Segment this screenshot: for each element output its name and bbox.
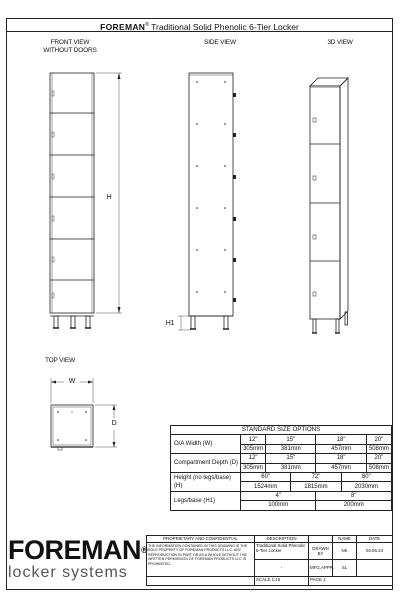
side-view-label: SIDE VIEW: [204, 39, 236, 46]
table-cell: 72": [291, 472, 341, 481]
table-cell: 20": [366, 435, 391, 444]
dimension-w-label: W: [68, 378, 76, 385]
title-trademark: ®: [145, 22, 149, 28]
date-heading: DATE: [357, 536, 393, 543]
3d-view-drawing: [310, 78, 348, 333]
logo-name: FOREMAN: [8, 535, 141, 565]
table-cell: 12": [241, 435, 266, 444]
table-cell: 100mm: [241, 501, 316, 510]
table-cell: 2030mm: [341, 482, 391, 491]
side-view-drawing: [178, 73, 236, 330]
name-heading: NAME: [333, 536, 357, 543]
table-cell: 60": [241, 472, 291, 481]
table-cell: 18": [316, 454, 366, 463]
table-cell: 305mm: [241, 463, 266, 472]
standard-size-options-table: [170, 425, 392, 511]
title-brand: FOREMAN: [100, 21, 146, 32]
table-cell: 457mm: [316, 463, 366, 472]
table-cell: 1524mm: [241, 482, 291, 491]
table-cell: 20": [366, 454, 391, 463]
mfg-appr-label: MFG.APPR.: [309, 560, 333, 577]
drawn-by-date: 04.06.24: [357, 543, 393, 560]
row-label-depth: Compartment Depth (D): [171, 454, 241, 473]
title-text: Traditional Solid Phenolic 6-Tier Locker: [151, 21, 299, 32]
table-cell: 305mm: [241, 444, 266, 453]
table-cell: 381mm: [266, 463, 316, 472]
row-label-width: O/A Width (W): [171, 435, 241, 454]
row-label-height: Height (no legs/base) (H): [171, 472, 241, 491]
dimension-h-label: H: [106, 194, 112, 201]
table-cell: 200mm: [316, 501, 392, 510]
top-view-drawing: [51, 378, 117, 450]
drawn-by-name: NK: [333, 543, 357, 560]
table-cell: 381mm: [266, 444, 316, 453]
table-cell: 508mm: [366, 444, 391, 453]
table-cell: 80": [341, 472, 391, 481]
scale-value: SCALE 1:15: [255, 577, 309, 586]
dimension-d-label: D: [111, 420, 117, 427]
table-cell: 15": [266, 435, 316, 444]
size-options-heading: STANDARD SIZE OPTIONS: [171, 426, 392, 435]
foreman-logo: [8, 536, 148, 586]
table-cell: 1815mm: [291, 482, 341, 491]
page-value: PAGE 1: [309, 577, 393, 586]
description-secondary: -: [255, 560, 309, 577]
3d-view-label: 3D VIEW: [327, 39, 353, 46]
table-cell: 12": [241, 454, 266, 463]
table-cell: 8": [316, 491, 392, 500]
table-cell: 457mm: [316, 444, 366, 453]
logo-subtitle: locker systems: [8, 564, 128, 581]
row-label-legs: Legs/base (H1): [171, 491, 241, 510]
table-cell: 508mm: [366, 463, 391, 472]
drawn-by-label: DRAWN BY: [309, 543, 333, 560]
proprietary-text: THE INFORMATION CONTAINED IN THIS DRAWING IS THE SOLE PROPERTY OF FOREMAN PRODUCTS LLC. ANY REPRODUCTION IN PART OR AS A WHOLE WITHOUT THE WRITTEN PERMISSION OF FOREMAN PRODUCTS LLC IS PROHIBITED.: [147, 543, 255, 577]
top-view-label: TOP VIEW: [45, 357, 75, 364]
table-cell: 18": [316, 435, 366, 444]
proprietary-heading: PROPRIETARY AND CONFIDENTIAL: [147, 536, 255, 543]
mfg-appr-name: SL: [333, 560, 357, 577]
dimension-h1-label: H1: [165, 320, 175, 327]
title-block: [146, 535, 393, 586]
description-value: Traditional Solid Phenolic 6-Tier Locker: [255, 543, 309, 560]
logo-registered-mark: ®: [141, 545, 148, 555]
description-heading: DESCRIPTION: [255, 536, 309, 543]
table-cell: 15": [266, 454, 316, 463]
front-view-label: FRONT VIEW WITHOUT DOORS: [43, 39, 97, 54]
table-cell: 4": [241, 491, 316, 500]
